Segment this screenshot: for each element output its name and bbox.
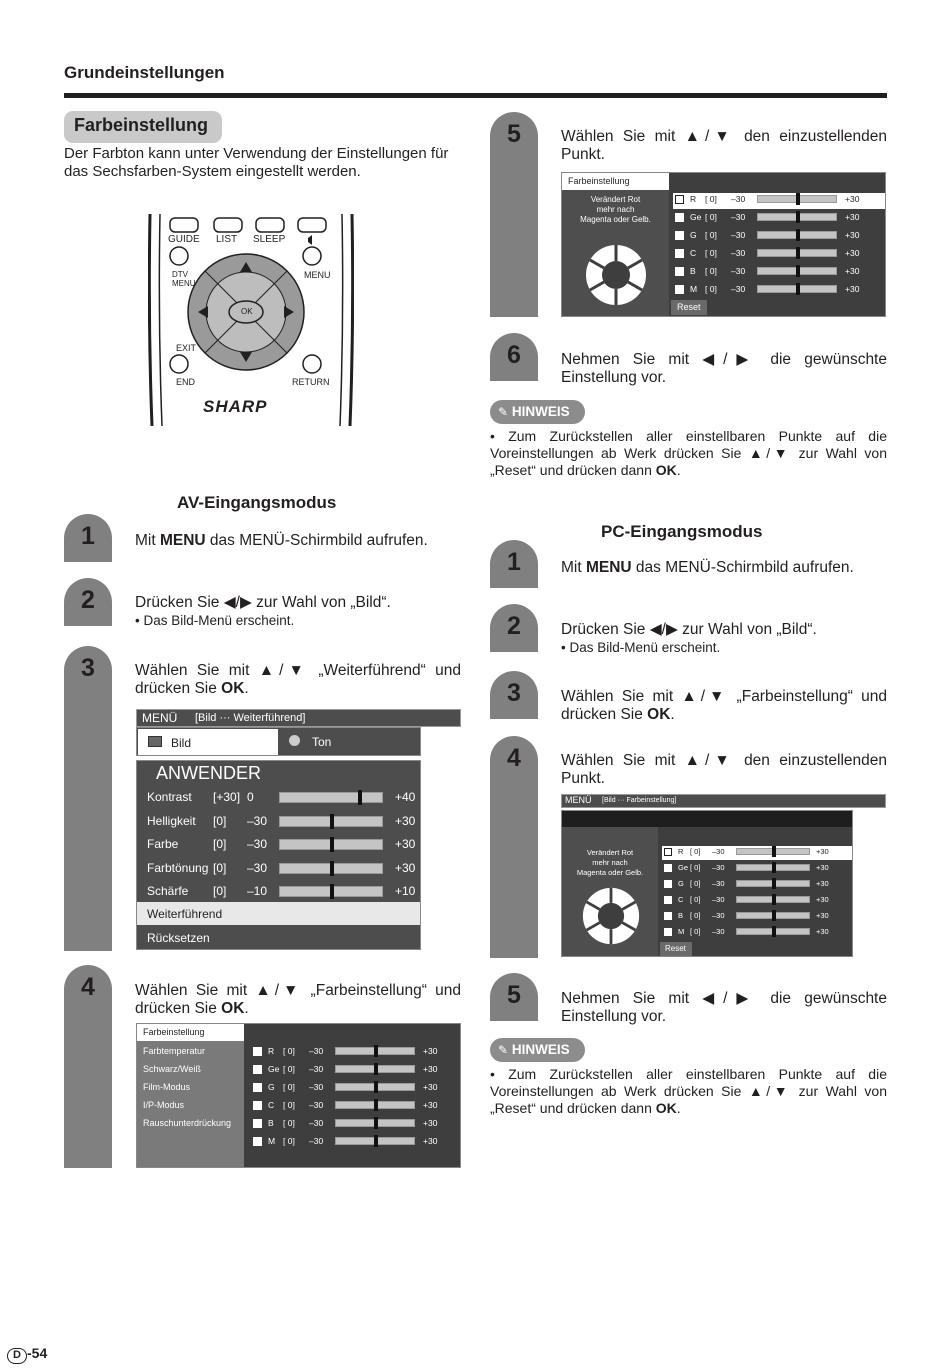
- color-checkbox[interactable]: [253, 1101, 262, 1110]
- color-value: [ 0]: [283, 1046, 295, 1056]
- color-min: –30: [309, 1100, 324, 1110]
- slider-knob: [330, 837, 334, 852]
- rt-farb-screen: [561, 172, 886, 317]
- anwender-row-value: [0]: [213, 860, 227, 875]
- tab-farbeinstellung[interactable]: [137, 1024, 244, 1041]
- anwender-row-min: –10: [247, 884, 268, 898]
- av-step-4-box: 4: [64, 965, 112, 1168]
- slider-knob: [772, 878, 776, 889]
- color-value: [ 0]: [705, 248, 717, 258]
- color-max: +30: [816, 927, 829, 936]
- menu-item-weiterfuehrend-label: Weiterführend: [147, 907, 223, 921]
- color-slider[interactable]: [757, 285, 837, 293]
- color-channel-label: B: [678, 911, 684, 920]
- color-checkbox[interactable]: [253, 1065, 262, 1074]
- color-max: +30: [423, 1100, 438, 1110]
- color-value: [ 0]: [690, 927, 701, 936]
- color-slider[interactable]: [757, 213, 837, 221]
- anwender-row-value: [0]: [213, 837, 227, 851]
- av-farb-screen: [136, 1023, 461, 1168]
- rt-note: • Zum Zurückstellen aller einstellbaren Punkte auf die Voreinstellungen ab Werk drücken Sie ▲/▼ zur Wahl von „Reset“ und drücken dann OK.: [490, 428, 887, 478]
- pc-reset-button[interactable]: [660, 942, 692, 956]
- picture-icon: [148, 736, 162, 747]
- remote-label-menu: MENU: [304, 270, 331, 280]
- rt-tab-label: Farbeinstellung: [568, 176, 630, 186]
- av-step-1-text: Mit MENU das MENÜ-Schirmbild aufrufen.: [135, 532, 428, 549]
- color-max: +30: [845, 230, 860, 240]
- color-checkbox[interactable]: [664, 880, 672, 888]
- pc-color-wheel-icon: [581, 886, 641, 946]
- slider-knob: [374, 1099, 378, 1111]
- menu-item-weiterfuehrend[interactable]: [137, 902, 420, 925]
- color-value: [ 0]: [283, 1136, 295, 1146]
- section-title: Farbeinstellung: [64, 111, 222, 143]
- anwender-row-max: +10: [395, 884, 416, 898]
- color-channel-label: R: [268, 1046, 275, 1056]
- color-slider[interactable]: [736, 880, 810, 887]
- color-channel-label: G: [678, 879, 684, 888]
- color-min: –30: [731, 284, 746, 294]
- color-max: +30: [816, 895, 829, 904]
- color-min: –30: [712, 895, 725, 904]
- paperclip-icon: ✎: [498, 1043, 509, 1057]
- slider-knob: [330, 861, 334, 876]
- pc-farb-screen: [561, 810, 853, 957]
- slider-knob: [772, 910, 776, 921]
- color-min: –30: [712, 847, 725, 856]
- av-step-1-box: 1: [64, 514, 112, 562]
- section-intro: Der Farbton kann unter Verwendung der Einstellungen für das Sechsfarben-System eingestellt werden.: [64, 145, 449, 180]
- color-max: +30: [845, 266, 860, 276]
- rt-step-5-box: 5: [490, 112, 538, 317]
- anwender-row-label: Farbtönung: [147, 860, 209, 875]
- anwender-row-label: Kontrast: [147, 790, 192, 804]
- remote-label-sleep: SLEEP: [253, 234, 286, 245]
- pc-hinweis-badge: ✎ HINWEIS: [490, 1038, 585, 1062]
- anwender-slider[interactable]: [279, 792, 383, 803]
- slider-knob: [772, 894, 776, 905]
- anwender-row-value: [+30]: [213, 790, 241, 804]
- color-channel-label: C: [268, 1100, 275, 1110]
- slider-knob: [374, 1063, 378, 1075]
- rt-hinweis-badge: ✎ HINWEIS: [490, 400, 585, 424]
- anwender-slider[interactable]: [279, 839, 383, 850]
- region-badge: D: [7, 1348, 27, 1364]
- page-number: D -54: [7, 1345, 47, 1364]
- menu-breadcrumb: [Bild ··· Weiterführend]: [195, 712, 306, 724]
- anwender-row-min: –30: [247, 837, 268, 851]
- av-step-3-text: Wählen Sie mit ▲/▼ „Weiterführend“ und drücken Sie OK.: [135, 662, 461, 697]
- color-channel-label: C: [690, 248, 697, 258]
- av-menu-bar: [136, 709, 461, 727]
- color-slider[interactable]: [757, 195, 837, 203]
- color-max: +30: [423, 1118, 438, 1128]
- anwender-row-max: +30: [395, 813, 416, 828]
- color-min: –30: [712, 863, 725, 872]
- slider-knob: [772, 926, 776, 937]
- color-slider[interactable]: [335, 1065, 415, 1073]
- color-max: +30: [423, 1082, 438, 1092]
- remote-label-end: END: [176, 377, 196, 387]
- slider-knob: [330, 884, 334, 899]
- left-menu-item[interactable]: I/P-Modus: [143, 1100, 185, 1110]
- sharp-logo: SHARP: [203, 397, 268, 416]
- color-max: +30: [845, 212, 860, 222]
- left-menu-item[interactable]: Rauschunterdrückung: [143, 1118, 232, 1128]
- anwender-row-label: Helligkeit: [147, 813, 196, 828]
- color-min: –30: [309, 1118, 324, 1128]
- menu-item-ruecksetzen[interactable]: Rücksetzen: [147, 931, 210, 945]
- color-min: –30: [712, 927, 725, 936]
- color-value: [ 0]: [283, 1064, 295, 1074]
- remote-label-list: LIST: [216, 234, 238, 245]
- color-checkbox[interactable]: [675, 249, 684, 258]
- pc-step-4-box: 4: [490, 736, 538, 958]
- remote-label-guide: GUIDE: [168, 234, 200, 245]
- color-max: +30: [845, 284, 860, 294]
- pc-step-2-box: 2: [490, 604, 538, 652]
- anwender-slider[interactable]: [279, 886, 383, 897]
- color-channel-label: G: [690, 230, 697, 240]
- anwender-row-label: Farbe: [147, 837, 179, 851]
- menu-label: MENÜ: [142, 711, 178, 725]
- slider-knob: [374, 1045, 378, 1057]
- color-slider[interactable]: [736, 928, 810, 935]
- rt-reset-button[interactable]: [671, 300, 707, 315]
- color-value: [ 0]: [690, 847, 701, 856]
- anwender-row-value: [0]: [213, 813, 227, 828]
- rt-desc: Verändert Rot mehr nach Magenta oder Gelb.: [580, 195, 651, 224]
- color-max: +30: [423, 1136, 438, 1146]
- av-step-2-text: Drücken Sie ◀/▶ zur Wahl von „Bild“.: [135, 594, 391, 611]
- pc-screen-top-strip: [562, 811, 853, 827]
- pc-step-2-sub: • Das Bild-Menü erscheint.: [561, 640, 721, 655]
- color-checkbox[interactable]: [675, 213, 684, 222]
- color-checkbox[interactable]: [664, 912, 672, 920]
- color-slider[interactable]: [736, 848, 810, 855]
- rt-step-6-text: Nehmen Sie mit ◀/▶ die gewünschte Einstellung vor.: [561, 351, 887, 386]
- color-checkbox[interactable]: [675, 267, 684, 276]
- color-value: [ 0]: [690, 895, 701, 904]
- color-slider[interactable]: [757, 249, 837, 257]
- color-min: –30: [712, 911, 725, 920]
- color-slider[interactable]: [335, 1101, 415, 1109]
- rt-step-6-box: 6: [490, 333, 538, 381]
- color-checkbox[interactable]: [253, 1137, 262, 1146]
- rt-tab-farbeinstellung[interactable]: [562, 173, 669, 190]
- color-min: –30: [309, 1136, 324, 1146]
- color-min: –30: [712, 879, 725, 888]
- av-step-2-sub: • Das Bild-Menü erscheint.: [135, 613, 295, 628]
- sound-icon: [289, 735, 300, 746]
- color-checkbox[interactable]: [664, 896, 672, 904]
- color-slider[interactable]: [736, 864, 810, 871]
- anwender-slider[interactable]: [279, 816, 383, 827]
- pc-step-1-text: Mit MENU das MENÜ-Schirmbild aufrufen.: [561, 559, 854, 576]
- tab-bild[interactable]: [138, 729, 278, 755]
- pc-step-3-text: Wählen Sie mit ▲/▼ „Farbeinstellung“ und drücken Sie OK.: [561, 688, 887, 723]
- anwender-row-max: +40: [395, 790, 416, 804]
- remote-label-ok: OK: [241, 307, 253, 316]
- pc-menu-label: MENÜ: [565, 795, 592, 805]
- color-channel-label: R: [678, 847, 684, 856]
- color-channel-label: R: [690, 194, 697, 204]
- slider-knob: [374, 1081, 378, 1093]
- color-checkbox[interactable]: [664, 848, 672, 856]
- color-max: +30: [816, 911, 829, 920]
- remote-label-dtv-menu: DTV MENU: [172, 270, 196, 288]
- remote-label-exit: EXIT: [176, 343, 197, 353]
- slider-knob: [330, 814, 334, 829]
- color-channel-label: B: [268, 1118, 274, 1128]
- color-max: +30: [816, 847, 829, 856]
- slider-knob: [796, 211, 800, 223]
- color-value: [ 0]: [283, 1082, 295, 1092]
- slider-knob: [374, 1135, 378, 1147]
- color-max: +30: [423, 1046, 438, 1056]
- color-min: –30: [309, 1064, 324, 1074]
- rt-step-5-text: Wählen Sie mit ▲/▼ den einzustellenden Punkt.: [561, 128, 887, 163]
- color-min: –30: [731, 248, 746, 258]
- color-value: [ 0]: [283, 1100, 295, 1110]
- color-checkbox[interactable]: [664, 928, 672, 936]
- color-max: +30: [423, 1064, 438, 1074]
- rt-reset-label: Reset: [677, 302, 701, 312]
- color-slider[interactable]: [736, 912, 810, 919]
- color-min: –30: [309, 1082, 324, 1092]
- color-value: [ 0]: [690, 911, 701, 920]
- color-checkbox[interactable]: [253, 1119, 262, 1128]
- color-min: –30: [731, 266, 746, 276]
- av-mode-title: AV-Eingangsmodus: [177, 493, 337, 512]
- color-channel-label: Ge: [690, 212, 702, 222]
- pc-mode-title: PC-Eingangsmodus: [601, 522, 763, 541]
- color-channel-label: Ge: [268, 1064, 280, 1074]
- color-value: [ 0]: [705, 284, 717, 294]
- color-checkbox[interactable]: [664, 864, 672, 872]
- color-channel-label: Ge: [678, 863, 689, 872]
- color-checkbox[interactable]: [253, 1047, 262, 1056]
- color-channel-label: C: [678, 895, 684, 904]
- color-channel-label: M: [690, 284, 698, 294]
- pc-step-5-text: Nehmen Sie mit ◀/▶ die gewünschte Einstellung vor.: [561, 990, 887, 1025]
- page-header-title: Grundeinstellungen: [64, 63, 225, 82]
- slider-knob: [796, 283, 800, 295]
- anwender-row-min: 0: [247, 790, 254, 804]
- remote-illustration: [148, 212, 354, 428]
- color-slider[interactable]: [757, 267, 837, 275]
- slider-knob: [796, 193, 800, 205]
- pc-step-2-text: Drücken Sie ◀/▶ zur Wahl von „Bild“.: [561, 621, 817, 638]
- slider-knob: [796, 247, 800, 259]
- color-checkbox[interactable]: [253, 1083, 262, 1092]
- color-slider[interactable]: [736, 896, 810, 903]
- anwender-row-min: –30: [247, 813, 268, 828]
- color-channel-label: M: [268, 1136, 276, 1146]
- color-value: [ 0]: [283, 1118, 295, 1128]
- pc-note: • Zum Zurückstellen aller einstellbaren Punkte auf die Voreinstellungen ab Werk drücken Sie ▲/▼ zur Wahl von „Reset“ und drücken dann OK.: [490, 1066, 887, 1116]
- anwender-heading: ANWENDER: [156, 763, 262, 783]
- slider-knob: [796, 229, 800, 241]
- slider-knob: [772, 846, 776, 857]
- color-value: [ 0]: [705, 230, 717, 240]
- color-min: –30: [731, 212, 746, 222]
- color-min: –30: [731, 194, 746, 204]
- color-channel-label: B: [690, 266, 696, 276]
- color-slider[interactable]: [335, 1137, 415, 1145]
- av-step-3-box: 3: [64, 646, 112, 951]
- left-menu-item[interactable]: Film-Modus: [143, 1082, 191, 1092]
- slider-knob: [772, 862, 776, 873]
- color-min: –30: [731, 230, 746, 240]
- av-step-2-box: 2: [64, 578, 112, 626]
- slider-knob: [374, 1117, 378, 1129]
- pc-desc: Verändert Rot mehr nach Magenta oder Gelb.: [576, 848, 644, 877]
- color-slider[interactable]: [335, 1083, 415, 1091]
- anwender-row-label: Schärfe: [147, 884, 189, 898]
- tab-ton[interactable]: Ton: [312, 735, 332, 749]
- remote-label-return: RETURN: [292, 377, 330, 387]
- color-channel-label: G: [268, 1082, 275, 1092]
- color-max: +30: [816, 879, 829, 888]
- anwender-row-min: –30: [247, 860, 268, 875]
- header-rule: [64, 93, 887, 98]
- color-value: [ 0]: [705, 212, 717, 222]
- color-max: +30: [845, 248, 860, 258]
- color-slider[interactable]: [335, 1047, 415, 1055]
- color-checkbox[interactable]: [675, 231, 684, 240]
- color-value: [ 0]: [690, 879, 701, 888]
- color-slider[interactable]: [757, 231, 837, 239]
- pc-reset-label: Reset: [665, 944, 686, 953]
- pc-menu-breadcrumb: [Bild ··· Farbeinstellung]: [602, 797, 677, 804]
- anwender-row-max: +30: [395, 837, 416, 851]
- color-max: +30: [816, 863, 829, 872]
- color-checkbox[interactable]: [675, 285, 684, 294]
- anwender-row-max: +30: [395, 860, 416, 875]
- tab-bild-label: Bild: [171, 736, 192, 750]
- av-anwender-panel: [136, 760, 421, 950]
- av-menu-tabs: [136, 727, 421, 756]
- left-menu-item[interactable]: Schwarz/Weiß: [143, 1064, 201, 1074]
- pc-step-4-text: Wählen Sie mit ▲/▼ den einzustellenden Punkt.: [561, 752, 887, 787]
- color-value: [ 0]: [690, 863, 701, 872]
- tab-farbeinstellung-label: Farbeinstellung: [143, 1027, 205, 1037]
- color-max: +30: [845, 194, 860, 204]
- pc-step-5-box: 5: [490, 973, 538, 1021]
- color-min: –30: [309, 1046, 324, 1056]
- paperclip-icon: ✎: [498, 405, 509, 419]
- anwender-row-value: [0]: [213, 884, 227, 898]
- anwender-slider[interactable]: [279, 863, 383, 874]
- color-channel-label: M: [678, 927, 685, 936]
- pc-step-1-box: 1: [490, 540, 538, 588]
- color-checkbox[interactable]: [675, 195, 684, 204]
- color-value: [ 0]: [705, 266, 717, 276]
- av-step-4-text: Wählen Sie mit ▲/▼ „Farbeinstellung“ und drücken Sie OK.: [135, 982, 461, 1017]
- slider-knob: [796, 265, 800, 277]
- slider-knob: [358, 790, 362, 805]
- color-slider[interactable]: [335, 1119, 415, 1127]
- rt-color-wheel-icon: [584, 243, 648, 307]
- pc-step-3-box: 3: [490, 671, 538, 719]
- left-menu-item[interactable]: Farbtemperatur: [143, 1046, 206, 1056]
- pc-menu-bar: [561, 794, 886, 808]
- color-value: [ 0]: [705, 194, 717, 204]
